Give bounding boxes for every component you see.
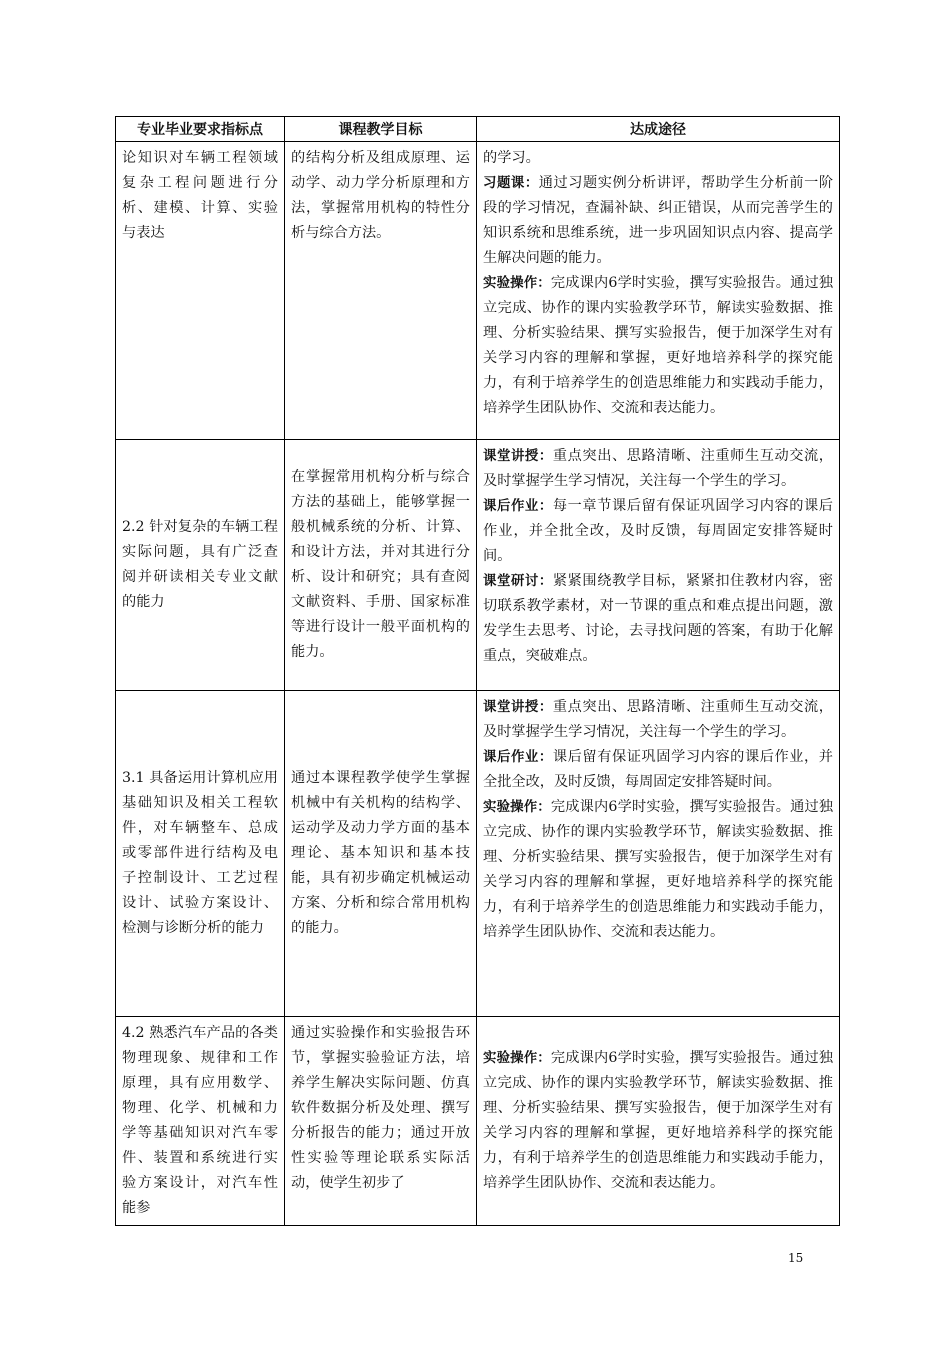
path-label: 课堂讲授： [483,449,553,464]
path-label: 习题课： [483,176,539,191]
goal-cell: 通过实验操作和实验报告环节，掌握实验验证方法，培养学生解决实际问题、仿真软件数据分析及处理、撰写分析报告的能力；通过开放性实验等理论联系实际活动，使学生初步了 [285,1017,477,1226]
header-course-goal: 课程教学目标 [285,117,477,142]
path-label: 实验操作： [483,800,551,815]
path-text: 完成课内6学时实验，撰写实验报告。通过独立完成、协作的课内实验教学环节，解读实验数据、推理、分析实验结果、撰写实验报告，便于加深学生对有关学习内容的理解和掌握，更好地培养科学的探究能力，有利于培养学生的创造思维能力和实践动手能力，培养学生团队协作、交流和表达能力。 [483,275,834,416]
path-label: 课堂讲授： [483,700,553,715]
path-item [483,146,833,171]
path-item [483,171,833,271]
path-label: 课后作业： [483,499,553,514]
path-label: 实验操作： [483,276,551,291]
path-item [483,695,833,745]
path-cell [477,142,840,440]
goal-cell: 在掌握常用机构分析与综合方法的基础上，能够掌握一般机械系统的分析、计算、和设计方法，并对其进行分析、设计和研究；具有查阅文献资料、手册、国家标准等进行设计一般平面机构的能力。 [285,440,477,691]
path-item [483,271,833,421]
table-row [116,142,840,440]
path-item [483,745,833,795]
path-text: 完成课内6学时实验，撰写实验报告。通过独立完成、协作的课内实验教学环节，解读实验数据、推理、分析实验结果、撰写实验报告，便于加深学生对有关学习内容的理解和掌握，更好地培养科学的探究能力，有利于培养学生的创造思维能力和实践动手能力，培养学生团队协作、交流和表达能力。 [483,1050,834,1191]
path-label: 课后作业： [483,750,553,765]
table-row [116,1017,840,1226]
path-text: 重点突出、思路清晰、注重师生互动交流，及时掌握学生学习情况，关注每一个学生的学习。 [483,699,833,740]
path-item [483,569,833,669]
path-cell [477,1017,840,1226]
requirement-cell: 4.2 熟悉汽车产品的各类物理现象、规律和工作原理，具有应用数学、物理、化学、机械和力学等基础知识对汽车零件、装置和系统进行实验方案设计，对汽车性能参 [116,1017,285,1226]
table-header-row [116,117,840,142]
path-text: 通过习题实例分析讲评，帮助学生分析前一阶段的学习情况，查漏补缺、纠正错误，从而完善学生的知识系统和思维系统，进一步巩固知识点内容、提高学生解决问题的能力。 [483,175,834,266]
header-requirement: 专业毕业要求指标点 [116,117,285,142]
path-item [483,444,833,494]
requirement-cell: 3.1 具备运用计算机应用基础知识及相关工程软件，对车辆整车、总成或零部件进行结构及电子控制设计、工艺过程设计、试验方案设计、检测与诊断分析的能力 [116,691,285,1017]
path-item [483,1046,833,1196]
path-text: 每一章节课后留有保证巩固学习内容的课后作业，并全批全改，及时反馈，每周固定安排答疑时间。 [483,498,833,564]
path-text: 完成课内6学时实验，撰写实验报告。通过独立完成、协作的课内实验教学环节，解读实验数据、推理、分析实验结果、撰写实验报告，便于加深学生对有关学习内容的理解和掌握，更好地培养科学的探究能力，有利于培养学生的创造思维能力和实践动手能力，培养学生团队协作、交流和表达能力。 [483,799,834,940]
path-text: 的学习。 [483,150,540,166]
goal-cell: 通过本课程教学使学生掌握机械中有关机构的结构学、运动学及动力学方面的基本理论、基本知识和基本技能，具有初步确定机械运动方案、分析和综合常用机构的能力。 [285,691,477,1017]
goal-cell: 的结构分析及组成原理、运动学、动力学分析原理和方法，掌握常用机构的特性分析与综合方法。 [285,142,477,440]
table-row [116,691,840,1017]
path-cell [477,691,840,1017]
page-number: 15 [788,1251,804,1265]
path-text: 课后留有保证巩固学习内容的课后作业，并全批全改，及时反馈，每周固定安排答疑时间。 [483,749,833,790]
path-text: 紧紧围绕教学目标，紧紧扣住教材内容，密切联系教学素材，对一节课的重点和难点提出问题，激发学生去思考、讨论，去寻找问题的答案，有助于化解重点，突破难点。 [483,573,833,664]
requirement-cell: 论知识对车辆工程领域复杂工程问题进行分析、建模、计算、实验与表达 [116,142,285,440]
requirements-table [115,116,840,1226]
path-label: 课堂研讨： [483,574,553,589]
path-label: 实验操作： [483,1051,551,1066]
path-cell [477,440,840,691]
path-text: 重点突出、思路清晰、注重师生互动交流，及时掌握学生学习情况，关注每一个学生的学习。 [483,448,833,489]
path-item [483,494,833,569]
table-row [116,440,840,691]
header-achievement-path: 达成途径 [477,117,840,142]
requirement-cell: 2.2 针对复杂的车辆工程实际问题，具有广泛查阅并研读相关专业文献的能力 [116,440,285,691]
path-item [483,795,833,945]
